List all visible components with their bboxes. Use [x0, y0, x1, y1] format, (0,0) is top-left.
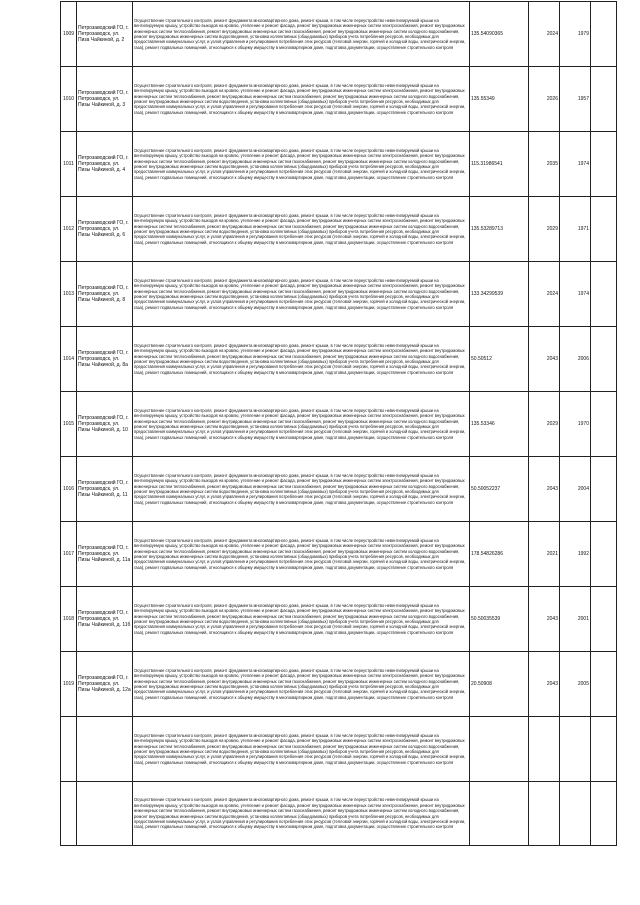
built-year: 1992 — [560, 522, 591, 587]
address-line: Пизы Чайкиной, д. 6 — [78, 232, 126, 238]
cost-value: 135.54090365 — [470, 2, 529, 67]
empty-cell — [591, 782, 617, 846]
planned-year: 2035 — [529, 132, 560, 197]
address-line: Петрозаводск, ул. — [78, 616, 120, 622]
table-row — [61, 717, 617, 782]
empty-cell — [591, 132, 617, 197]
built-year: 1971 — [560, 197, 591, 262]
built-year: 2001 — [560, 587, 591, 652]
empty-cell — [591, 262, 617, 327]
built-year — [560, 782, 591, 846]
address-line: Петрозаводский ГО, г. — [78, 675, 129, 681]
cost-value: 20.50908 — [470, 652, 529, 717]
empty-cell — [591, 67, 617, 132]
row-number — [61, 717, 77, 782]
table-row — [61, 327, 617, 392]
address-line: Петрозаводский ГО, г. — [78, 610, 129, 616]
address-line: Пизы Чайкиной, д. 11 — [78, 492, 128, 498]
address-line: Петрозаводский ГО, г. — [78, 350, 129, 356]
built-year — [560, 717, 591, 782]
cost-value: 135.53289713 — [470, 197, 529, 262]
address-line: Петрозаводск, ул. — [78, 681, 120, 687]
planned-year: 2024 — [529, 2, 560, 67]
built-year: 2005 — [560, 652, 591, 717]
built-year: 2004 — [560, 457, 591, 522]
address-line: Петрозаводск, ул. — [78, 291, 120, 297]
address-cell — [77, 587, 133, 652]
address-cell — [77, 197, 133, 262]
table-row — [61, 587, 617, 652]
empty-cell — [591, 587, 617, 652]
work-description: Осуществление строительного контроля, ремонт фундамента многоквартирного дома, ремонт крыши, в том числе переустройство невентилируемой крыши на вентилируемую крышу, устройство выходов на кровлю, утепление и ремонт фасада, ремонт внутридомовых инженерных систем электроснабжения, ремонт внутридомовых инженерных систем теплоснабжения, ремонт внутридомовых инженерных систем газоснабжения, ремонт внутридомовых инженерных систем холодного водоснабжения, ремонт внутридомовых инженерных систем водоотведения, установка коллективных (общедомовых) приборов учета потребления ресурсов, необходимых для предоставления коммунальных услуг, и узлов управления и регулирования потребления этих ресурсов (тепловой энергии, горячей и холодной воды, электрической энергии, газа), ремонт подвальных помещений, относящихся к общему имуществу в многоквартирном доме, подготовка документации, осуществление строительного контроля — [133, 392, 470, 457]
table-row — [61, 132, 617, 197]
address-cell — [77, 457, 133, 522]
address-cell — [77, 67, 133, 132]
work-description: Осуществление строительного контроля, ремонт фундамента многоквартирного дома, ремонт крыши, в том числе переустройство невентилируемой крыши на вентилируемую крышу, устройство выходов на кровлю, утепление и ремонт фасада, ремонт внутридомовых инженерных систем электроснабжения, ремонт внутридомовых инженерных систем теплоснабжения, ремонт внутридомовых инженерных систем газоснабжения, ремонт внутридомовых инженерных систем холодного водоснабжения, ремонт внутридомовых инженерных систем водоотведения, установка коллективных (общедомовых) приборов учета потребления ресурсов, необходимых для предоставления коммунальных услуг, и узлов управления и регулирования потребления этих ресурсов (тепловой энергии, горячей и холодной воды, электрической энергии, газа), ремонт подвальных помещений, относящихся к общему имуществу в многоквартирном доме, подготовка документации, осуществление строительного контроля — [133, 782, 470, 846]
address-line: Петрозаводский ГО, г. — [78, 545, 129, 551]
address-line: Пизы Чайкиной, д. 8а — [78, 362, 128, 368]
row-number — [61, 782, 77, 846]
planned-year: 2024 — [529, 262, 560, 327]
work-description: Осуществление строительного контроля, ремонт фундамента многоквартирного дома, ремонт крыши, в том числе переустройство невентилируемой крыши на вентилируемую крышу, устройство выходов на кровлю, утепление и ремонт фасада, ремонт внутридомовых инженерных систем электроснабжения, ремонт внутридомовых инженерных систем теплоснабжения, ремонт внутридомовых инженерных систем газоснабжения, ремонт внутридомовых инженерных систем холодного водоснабжения, ремонт внутридомовых инженерных систем водоотведения, установка коллективных (общедомовых) приборов учета потребления ресурсов, необходимых для предоставления коммунальных услуг, и узлов управления и регулирования потребления этих ресурсов (тепловой энергии, горячей и холодной воды, электрической энергии, газа), ремонт подвальных помещений, относящихся к общему имуществу в многоквартирном доме, подготовка документации, осуществление строительного контроля — [133, 522, 470, 587]
empty-cell — [591, 457, 617, 522]
address-line: Пиза Чайкиной, д. 2 — [78, 37, 125, 43]
planned-year: 2043 — [529, 457, 560, 522]
address-line: Петрозаводский ГО, г. — [78, 155, 129, 161]
address-line: Петрозаводск, ул. — [78, 96, 120, 102]
planned-year: 2026 — [529, 67, 560, 132]
work-description: Осуществление строительного контроля, ремонт фундамента многоквартирного дома, ремонт крыши, в том числе переустройство невентилируемой крыши на вентилируемую крышу, устройство выходов на кровлю, утепление и ремонт фасада, ремонт внутридомовых инженерных систем электроснабжения, ремонт внутридомовых инженерных систем теплоснабжения, ремонт внутридомовых инженерных систем газоснабжения, ремонт внутридомовых инженерных систем холодного водоснабжения, ремонт внутридомовых инженерных систем водоотведения, установка коллективных (общедомовых) приборов учета потребления ресурсов, необходимых для предоставления коммунальных услуг, и узлов управления и регулирования потребления этих ресурсов (тепловой энергии, горячей и холодной воды, электрической энергии, газа), ремонт подвальных помещений, относящихся к общему имуществу в многоквартирном доме, подготовка документации, осуществление строительного контроля — [133, 2, 470, 67]
address-line: Пизы Чайкиной, д. 3 — [78, 102, 126, 108]
cost-value: 50.50035539 — [470, 587, 529, 652]
address-line: Пизы Чайкиной, д. 11б — [78, 622, 131, 628]
address-cell — [77, 392, 133, 457]
planned-year: 2043 — [529, 587, 560, 652]
work-description: Осуществление строительного контроля, ремонт фундамента многоквартирного дома, ремонт крыши, в том числе переустройство невентилируемой крыши на вентилируемую крышу, устройство выходов на кровлю, утепление и ремонт фасада, ремонт внутридомовых инженерных систем электроснабжения, ремонт внутридомовых инженерных систем теплоснабжения, ремонт внутридомовых инженерных систем газоснабжения, ремонт внутридомовых инженерных систем холодного водоснабжения, ремонт внутридомовых инженерных систем водоотведения, установка коллективных (общедомовых) приборов учета потребления ресурсов, необходимых для предоставления коммунальных услуг, и узлов управления и регулирования потребления этих ресурсов (тепловой энергии, горячей и холодной воды, электрической энергии, газа), ремонт подвальных помещений, относящихся к общему имуществу в многоквартирном доме, подготовка документации, осуществление строительного контроля — [133, 717, 470, 782]
table-body — [61, 2, 617, 846]
planned-year: 2029 — [529, 392, 560, 457]
table-row — [61, 392, 617, 457]
table-row — [61, 782, 617, 846]
address-line: Петрозаводск, ул. — [78, 226, 120, 232]
cost-value — [470, 782, 529, 846]
address-line: Петрозаводск, ул. — [78, 551, 120, 557]
cost-value: 133.34299539 — [470, 262, 529, 327]
built-year: 1974 — [560, 262, 591, 327]
address-line: Петрозаводский ГО, г. — [78, 90, 129, 96]
address-line: Петрозаводск, ул. — [78, 421, 120, 427]
table-row — [61, 2, 617, 67]
address-line: Петрозаводский ГО, г. — [78, 220, 129, 226]
work-description: Осуществление строительного контроля, ремонт фундамента многоквартирного дома, ремонт крыши, в том числе переустройство невентилируемой крыши на вентилируемую крышу, устройство выходов на кровлю, утепление и ремонт фасада, ремонт внутридомовых инженерных систем электроснабжения, ремонт внутридомовых инженерных систем теплоснабжения, ремонт внутридомовых инженерных систем газоснабжения, ремонт внутридомовых инженерных систем холодного водоснабжения, ремонт внутридомовых инженерных систем водоотведения, установка коллективных (общедомовых) приборов учета потребления ресурсов, необходимых для предоставления коммунальных услуг, и узлов управления и регулирования потребления этих ресурсов (тепловой энергии, горячей и холодной воды, электрической энергии, газа), ремонт подвальных помещений, относящихся к общему имуществу в многоквартирном доме, подготовка документации, осуществление строительного контроля — [133, 132, 470, 197]
empty-cell — [591, 197, 617, 262]
row-number: 1010 — [61, 67, 77, 132]
table-row — [61, 652, 617, 717]
cost-value: 50.50512 — [470, 327, 529, 392]
cost-value: 50.50052237 — [470, 457, 529, 522]
cost-value: 115.31986541 — [470, 132, 529, 197]
address-line: Петрозаводск, ул. — [78, 356, 120, 362]
row-number: 1017 — [61, 522, 77, 587]
table-row — [61, 262, 617, 327]
empty-cell — [591, 392, 617, 457]
built-year: 1979 — [560, 2, 591, 67]
address-line: Петрозаводский ГО, г. — [78, 480, 129, 486]
row-number: 1014 — [61, 327, 77, 392]
table-row — [61, 522, 617, 587]
address-cell — [77, 782, 133, 846]
row-number: 1018 — [61, 587, 77, 652]
work-description: Осуществление строительного контроля, ремонт фундамента многоквартирного дома, ремонт крыши, в том числе переустройство невентилируемой крыши на вентилируемую крышу, устройство выходов на кровлю, утепление и ремонт фасада, ремонт внутридомовых инженерных систем электроснабжения, ремонт внутридомовых инженерных систем теплоснабжения, ремонт внутридомовых инженерных систем газоснабжения, ремонт внутридомовых инженерных систем холодного водоснабжения, ремонт внутридомовых инженерных систем водоотведения, установка коллективных (общедомовых) приборов учета потребления ресурсов, необходимых для предоставления коммунальных услуг, и узлов управления и регулирования потребления этих ресурсов (тепловой энергии, горячей и холодной воды, электрической энергии, газа), ремонт подвальных помещений, относящихся к общему имуществу в многоквартирном доме, подготовка документации, осуществление строительного контроля — [133, 67, 470, 132]
cost-value: 178.54826286 — [470, 522, 529, 587]
row-number: 1009 — [61, 2, 77, 67]
address-line: Петрозаводский ГО, г. — [78, 415, 129, 421]
address-cell — [77, 717, 133, 782]
address-line: Петрозаводск, ул. — [78, 31, 120, 37]
address-cell — [77, 522, 133, 587]
address-line: Пизы Чайкиной, д. 4 — [78, 167, 126, 173]
address-line: Петрозаводский ГО, г. — [78, 285, 129, 291]
address-cell — [77, 132, 133, 197]
address-line: Пизы Чайкиной, д. 11а — [78, 557, 131, 563]
table-row — [61, 67, 617, 132]
address-line: Петрозаводск, ул. — [78, 161, 120, 167]
work-description: Осуществление строительного контроля, ремонт фундамента многоквартирного дома, ремонт крыши, в том числе переустройство невентилируемой крыши на вентилируемую крышу, устройство выходов на кровлю, утепление и ремонт фасада, ремонт внутридомовых инженерных систем электроснабжения, ремонт внутридомовых инженерных систем теплоснабжения, ремонт внутридомовых инженерных систем газоснабжения, ремонт внутридомовых инженерных систем холодного водоснабжения, ремонт внутридомовых инженерных систем водоотведения, установка коллективных (общедомовых) приборов учета потребления ресурсов, необходимых для предоставления коммунальных услуг, и узлов управления и регулирования потребления этих ресурсов (тепловой энергии, горячей и холодной воды, электрической энергии, газа), ремонт подвальных помещений, относящихся к общему имуществу в многоквартирном доме, подготовка документации, осуществление строительного контроля — [133, 587, 470, 652]
planned-year: 2029 — [529, 197, 560, 262]
empty-cell — [591, 652, 617, 717]
work-description: Осуществление строительного контроля, ремонт фундамента многоквартирного дома, ремонт крыши, в том числе переустройство невентилируемой крыши на вентилируемую крышу, устройство выходов на кровлю, утепление и ремонт фасада, ремонт внутридомовых инженерных систем электроснабжения, ремонт внутридомовых инженерных систем теплоснабжения, ремонт внутридомовых инженерных систем газоснабжения, ремонт внутридомовых инженерных систем холодного водоснабжения, ремонт внутридомовых инженерных систем водоотведения, установка коллективных (общедомовых) приборов учета потребления ресурсов, необходимых для предоставления коммунальных услуг, и узлов управления и регулирования потребления этих ресурсов (тепловой энергии, горячей и холодной воды, электрической энергии, газа), ремонт подвальных помещений, относящихся к общему имуществу в многоквартирном доме, подготовка документации, осуществление строительного контроля — [133, 457, 470, 522]
address-cell — [77, 652, 133, 717]
address-line: Петрозаводский ГО, г. — [78, 25, 129, 31]
built-year: 2006 — [560, 327, 591, 392]
row-number: 1011 — [61, 132, 77, 197]
empty-cell — [591, 2, 617, 67]
built-year: 1974 — [560, 132, 591, 197]
address-line: Пизы Чайкиной, д. 12а — [78, 687, 131, 693]
address-line: Петрозаводск, ул. — [78, 486, 120, 492]
work-description: Осуществление строительного контроля, ремонт фундамента многоквартирного дома, ремонт крыши, в том числе переустройство невентилируемой крыши на вентилируемую крышу, устройство выходов на кровлю, утепление и ремонт фасада, ремонт внутридомовых инженерных систем электроснабжения, ремонт внутридомовых инженерных систем теплоснабжения, ремонт внутридомовых инженерных систем газоснабжения, ремонт внутридомовых инженерных систем холодного водоснабжения, ремонт внутридомовых инженерных систем водоотведения, установка коллективных (общедомовых) приборов учета потребления ресурсов, необходимых для предоставления коммунальных услуг, и узлов управления и регулирования потребления этих ресурсов (тепловой энергии, горячей и холодной воды, электрической энергии, газа), ремонт подвальных помещений, относящихся к общему имуществу в многоквартирном доме, подготовка документации, осуществление строительного контроля — [133, 197, 470, 262]
built-year: 1970 — [560, 392, 591, 457]
work-description: Осуществление строительного контроля, ремонт фундамента многоквартирного дома, ремонт крыши, в том числе переустройство невентилируемой крыши на вентилируемую крышу, устройство выходов на кровлю, утепление и ремонт фасада, ремонт внутридомовых инженерных систем электроснабжения, ремонт внутридомовых инженерных систем теплоснабжения, ремонт внутридомовых инженерных систем газоснабжения, ремонт внутридомовых инженерных систем холодного водоснабжения, ремонт внутридомовых инженерных систем водоотведения, установка коллективных (общедомовых) приборов учета потребления ресурсов, необходимых для предоставления коммунальных услуг, и узлов управления и регулирования потребления этих ресурсов (тепловой энергии, горячей и холодной воды, электрической энергии, газа), ремонт подвальных помещений, относящихся к общему имуществу в многоквартирном доме, подготовка документации, осуществление строительного контроля — [133, 327, 470, 392]
row-number: 1015 — [61, 392, 77, 457]
capital-repair-table — [60, 1, 617, 846]
cost-value — [470, 717, 529, 782]
address-line: Пизы Чайкиной, д. 10 — [78, 427, 128, 433]
address-cell — [77, 262, 133, 327]
planned-year: 2043 — [529, 327, 560, 392]
address-cell — [77, 327, 133, 392]
planned-year — [529, 782, 560, 846]
cost-value: 135.55349 — [470, 67, 529, 132]
built-year: 1957 — [560, 67, 591, 132]
row-number: 1012 — [61, 197, 77, 262]
empty-cell — [591, 717, 617, 782]
empty-cell — [591, 327, 617, 392]
work-description: Осуществление строительного контроля, ремонт фундамента многоквартирного дома, ремонт крыши, в том числе переустройство невентилируемой крыши на вентилируемую крышу, устройство выходов на кровлю, утепление и ремонт фасада, ремонт внутридомовых инженерных систем электроснабжения, ремонт внутридомовых инженерных систем теплоснабжения, ремонт внутридомовых инженерных систем газоснабжения, ремонт внутридомовых инженерных систем холодного водоснабжения, ремонт внутридомовых инженерных систем водоотведения, установка коллективных (общедомовых) приборов учета потребления ресурсов, необходимых для предоставления коммунальных услуг, и узлов управления и регулирования потребления этих ресурсов (тепловой энергии, горячей и холодной воды, электрической энергии, газа), ремонт подвальных помещений, относящихся к общему имуществу в многоквартирном доме, подготовка документации, осуществление строительного контроля — [133, 262, 470, 327]
table-row — [61, 197, 617, 262]
planned-year: 2043 — [529, 652, 560, 717]
address-line: Пизы Чайкиной, д. 8 — [78, 297, 126, 303]
row-number: 1013 — [61, 262, 77, 327]
row-number: 1016 — [61, 457, 77, 522]
planned-year: 2021 — [529, 522, 560, 587]
planned-year — [529, 717, 560, 782]
cost-value: 135.53346 — [470, 392, 529, 457]
empty-cell — [591, 522, 617, 587]
row-number: 1019 — [61, 652, 77, 717]
work-description: Осуществление строительного контроля, ремонт фундамента многоквартирного дома, ремонт крыши, в том числе переустройство невентилируемой крыши на вентилируемую крышу, устройство выходов на кровлю, утепление и ремонт фасада, ремонт внутридомовых инженерных систем электроснабжения, ремонт внутридомовых инженерных систем теплоснабжения, ремонт внутридомовых инженерных систем газоснабжения, ремонт внутридомовых инженерных систем холодного водоснабжения, ремонт внутридомовых инженерных систем водоотведения, установка коллективных (общедомовых) приборов учета потребления ресурсов, необходимых для предоставления коммунальных услуг, и узлов управления и регулирования потребления этих ресурсов (тепловой энергии, горячей и холодной воды, электрической энергии, газа), ремонт подвальных помещений, относящихся к общему имуществу в многоквартирном доме, подготовка документации, осуществление строительного контроля — [133, 652, 470, 717]
table-row — [61, 457, 617, 522]
address-cell — [77, 2, 133, 67]
